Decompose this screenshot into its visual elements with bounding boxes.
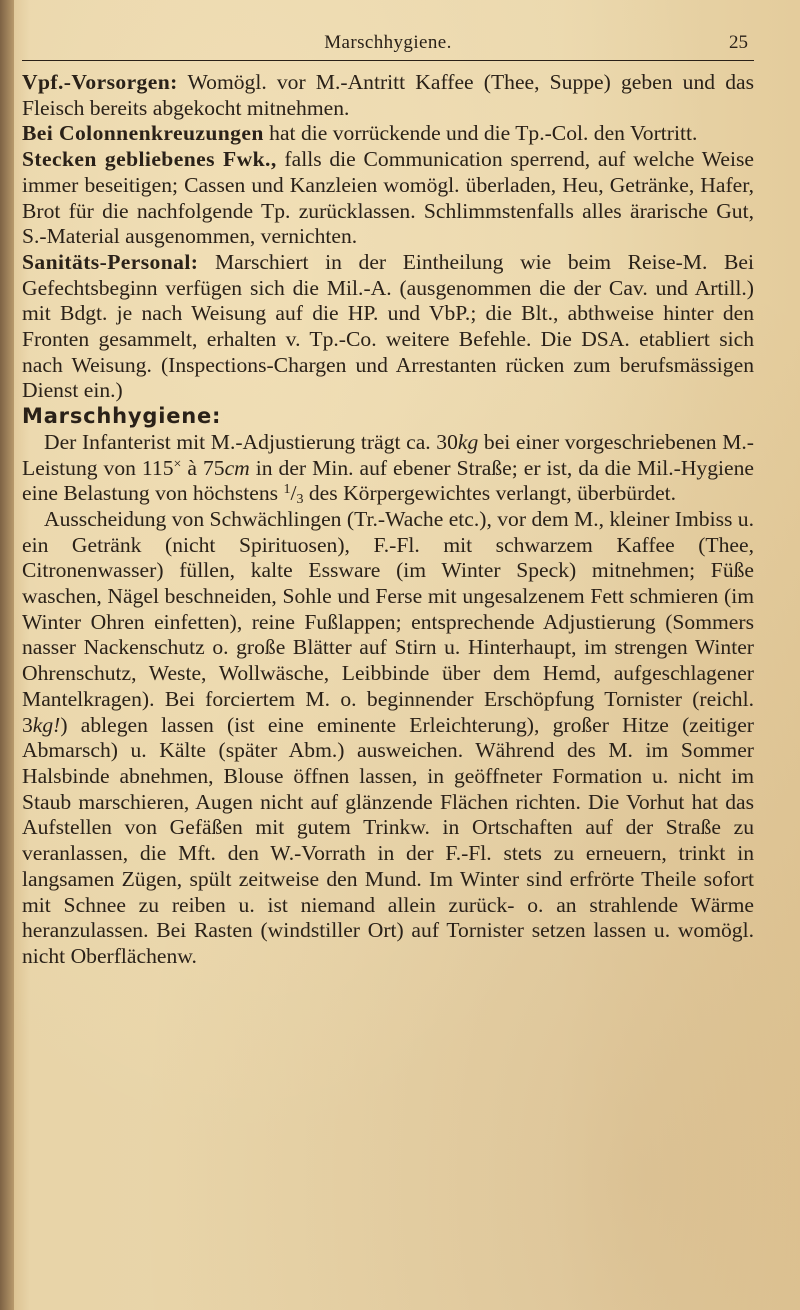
paragraph-text: Womögl. vor M.-Antritt Kaffee (Thee, Suppe) geben und das Fleisch bereits abgekocht mitnehmen. — [22, 70, 754, 120]
text-segment: ) ablegen lassen (ist eine eminente Erleichterung), großer Hitze (zeitiger Abmarsch) u. Kälte (später Abm.) ausweichen. Während des M. im Sommer Halsbinde abnehmen, Blouse öffnen lassen, in geöffneter Formation u. nicht im Staub marschieren, Augen nicht auf glänzende Flächen richten. Die Vorhut hat das Aufstellen von Gefäßen mit gutem Trinkw. in Ortschaften auf der Straße zu veranlassen, die Mft. den W.-Vorrath in der F.-Fl. stets zu erneuern, trinkt in langsamen Zügen, spült zeitweise den Mund. Im Winter sind erfrörte Theile sofort mit Schnee zu reiben u. ist niemand allein zurück- o. an strahlende Wärme heranzulassen. Bei Rasten (windstiller Ort) auf Tornister setzen lassen u. womögl. nicht Oberflächenw. — [22, 712, 754, 968]
keyword-colonnenkreuzungen: Bei Colonnenkreuzungen — [22, 121, 264, 146]
page-header — [22, 28, 754, 61]
text-segment: des Körpergewichtes verlangt, überbürdet. — [303, 481, 677, 506]
keyword-vpf-vorsorgen: Vpf.-Vorsorgen: — [22, 70, 178, 94]
fraction-denominator: 3 — [296, 492, 304, 508]
page-number: 25 — [729, 32, 748, 53]
paragraph-text: falls die Communication sperrend, auf welche Weise immer beseitigen; Cassen und Kanzleien womögl. überladen, Heu, Getränke, Hafer, Brot für die nachfolgende Tp. zurücklassen. Schlimmstenfalls alles ärarische Gut, S.-Material ausgenommen, vernichten. — [22, 147, 754, 249]
paragraph-text: hat die vorrückende und die Tp.-Col. den Vortritt. — [263, 121, 698, 146]
keyword-sanitaets-personal: Sanitäts-Personal: — [22, 249, 199, 274]
page-body — [22, 70, 754, 970]
unit-kg: kg! — [32, 712, 61, 737]
unit-cm: cm — [224, 455, 250, 480]
paragraph-infanterist: Der Infanterist mit M.-Adjustierung trägt ca. 30kg bei einer vorgeschriebenen M.-Leistung von 115× à 75cm in der Min. auf ebener Straße; er ist, da die Mil.-Hygiene eine Belastung von höchstens $^1/_3$ des Körpergewichtes verlangt, überbürdet. — [22, 429, 754, 508]
fraction-numerator: 1 — [283, 482, 291, 498]
section-heading-marschhygiene — [22, 404, 754, 430]
text-segment: in der Min. auf ebener Straße; er ist, da die Mil.-Hygiene eine Belastung von höchstens — [22, 455, 754, 506]
keyword-stecken-gebliebenes-fwk: Stecken gebliebenes Fwk., — [22, 147, 277, 172]
paragraph-stecken-gebliebenes-fwk — [22, 147, 754, 250]
superscript-mark: × — [173, 456, 182, 472]
text-segment: Ausscheidung von Schwächlingen (Tr.-Wache etc.), vor dem M., kleiner Imbiss u. ein Getränk (nicht Spirituosen), F.-Fl. mit schwarzem Kaffee (Thee, Citronenwasser) füllen, kalte Essware (im Winter Speck) mitnehmen; Füße waschen, Nägel beschneiden, Sohle und Ferse mit ungesalzenem Fett schmieren (im Winter Ohren einfetten), reine Fußlappen; entsprechende Adjustierung (Sommers nasser Nackenschutz o. große Blätter auf Stirn u. Hinterhaupt, im strengen Winter Ohrenschutz, Weste, Wollwäsche, Leibbinde über dem Hemd, aufgeschlagener Mantelkragen). Bei forciertem M. o. beginnender Erschöpfung Tornister (reichl. 3 — [22, 506, 754, 737]
paragraph-ausscheidung — [22, 507, 754, 970]
unit-kg: kg — [457, 429, 479, 454]
paragraph-colonnenkreuzungen — [22, 121, 754, 147]
text-segment: Der Infanterist mit M.-Adjustierung trägt ca. 30 — [44, 429, 458, 454]
text-segment: bei einer vorgeschriebenen M.-Leistung von 115 — [22, 429, 754, 480]
running-title: Marschhygiene. — [324, 32, 452, 53]
paragraph-sanitaets-personal — [22, 250, 754, 404]
binding-edge — [0, 0, 14, 1310]
paragraph-vpf-vorsorgen — [22, 70, 754, 121]
paragraph-text: Marschiert in der Eintheilung wie beim Reise-M. Bei Gefechtsbeginn verfügen sich die Mil.-A. (ausgenommen die der Cav. und Artill.) mit Bdgt. je nach Weisung auf die HP. und VbP.; die Blt., abthweise hinter den Fronten gesammelt, erhalten v. Tp.-Co. weitere Befehle. Die DSA. etabliert sich nach Weisung. (Inspections-Chargen und Arrestanten rücken zum berufsmässigen Dienst ein.) — [22, 249, 754, 403]
section-heading: Marschhygiene: — [22, 404, 222, 429]
text-segment: à 75 — [181, 455, 225, 480]
